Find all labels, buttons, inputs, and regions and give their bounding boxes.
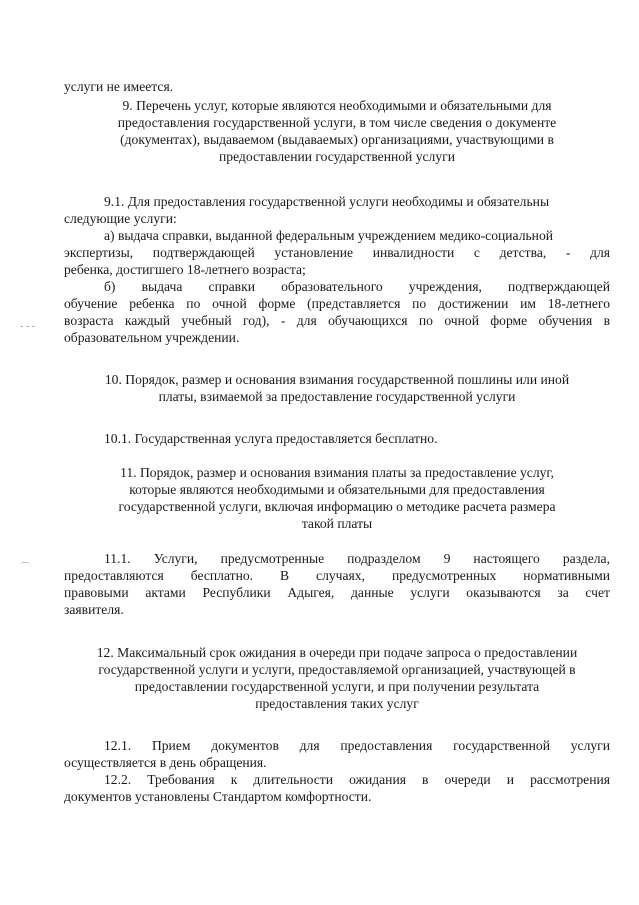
paragraph-12-1: 12.1. Прием документов для предоставления государственной услуги осуществляется в день обращения. — [64, 738, 610, 770]
paragraph-9-1-a: а) выдача справки, выданной федеральным учреждением медико-социальной экспертизы, подтверждающей установление инвалидности с детства, - для ребенка, достигшего 18-летнего возраста; — [64, 228, 610, 277]
paragraph-10-1: 10.1. Государственная услуга предоставляется бесплатно. — [104, 431, 438, 446]
intro-tail: услуги не имеется. — [64, 79, 174, 94]
scan-margin-mark: ⌒ — [20, 563, 30, 574]
section-9-heading: 9. Перечень услуг, которые являются необходимыми и обязательными для предоставления государственной услуги, в том числе сведения о документе (документах), выдаваемом (выдаваемых) организациями, участвующими в предоставлении государственной услуги — [117, 98, 557, 164]
paragraph-11-1: 11.1. Услуги, предусмотренные подразделом 9 настоящего раздела, предоставляются бесплатно. В случаях, предусмотренных нормативными правовыми актами Республики Адыгея, данные услуги оказываются за счет заявителя. — [64, 551, 610, 617]
section-11-heading: 11. Порядок, размер и основания взимания платы за предоставление услуг, которые являются необходимыми и обязательными для предоставления государственной услуги, включая информацию о методике расчета размера такой платы — [118, 465, 556, 531]
paragraph-9-1: 9.1. Для предоставления государственной услуги необходимы и обязательны следующие услуги: — [64, 194, 550, 226]
paragraph-12-2: 12.2. Требования к длительности ожидания в очереди и рассмотрения документов установлены Стандартом комфортности. — [64, 772, 610, 804]
paragraph-9-1-b: б) выдача справки образовательного учреждения, подтверждающей обучение ребенка по очной форме (представляется по достижении им 18-летнего возраста каждый учебный год), - для обучающихся по очной форме обучения в образовательном учреждении. — [64, 279, 610, 345]
section-10-heading: 10. Порядок, размер и основания взимания государственной пошлины или иной платы, взимаемой за предоставление государственной услуги — [104, 372, 570, 404]
section-12-heading: 12. Максимальный срок ожидания в очереди при подаче запроса о предоставлении государственной услуги и услуги, предоставляемой организацией, участвующей в предоставлении государственной услуги, и при получении результата предоставления таких услуг — [96, 645, 578, 711]
scan-margin-mark: - - - — [20, 321, 35, 332]
